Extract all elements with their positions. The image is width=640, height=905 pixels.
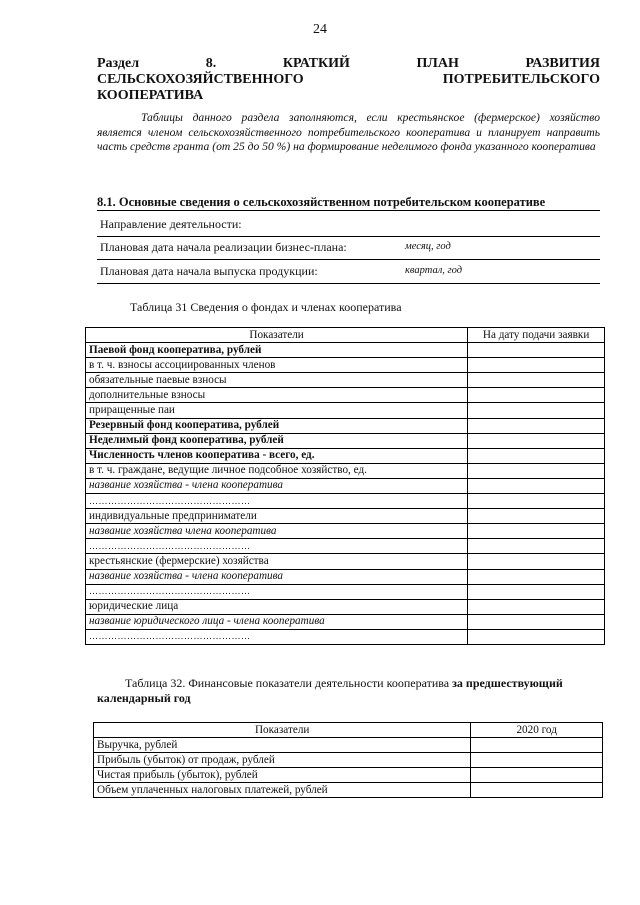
table-row	[86, 343, 605, 358]
row-label: название юридического лица - члена кооператива	[86, 614, 468, 629]
table-row	[86, 418, 605, 433]
table-header-row	[86, 328, 605, 343]
table-32	[93, 722, 603, 798]
input-cell[interactable]	[468, 463, 605, 478]
input-cell[interactable]	[468, 539, 605, 554]
input-cell[interactable]	[468, 358, 605, 373]
table-row	[86, 629, 605, 644]
info-value-hint: месяц, год	[405, 241, 451, 252]
row-label: в т. ч. граждане, ведущие личное подсобное хозяйство, ед.	[86, 463, 468, 478]
input-cell[interactable]	[468, 403, 605, 418]
row-label: название хозяйства - члена кооператива	[86, 478, 468, 493]
row-label: юридические лица	[86, 599, 468, 614]
input-cell[interactable]	[468, 433, 605, 448]
title-word: 8.	[205, 56, 217, 71]
title-word: Раздел	[97, 56, 140, 71]
input-cell[interactable]	[468, 343, 605, 358]
input-cell[interactable]	[471, 783, 603, 798]
input-cell[interactable]	[468, 614, 605, 629]
table-row	[86, 524, 605, 539]
input-cell[interactable]	[468, 524, 605, 539]
table-row	[86, 463, 605, 478]
row-label: название хозяйства члена кооператива	[86, 524, 468, 539]
table-row	[86, 509, 605, 524]
table-row	[86, 569, 605, 584]
row-label: ……………………………………………	[86, 539, 468, 554]
info-value-hint: квартал, год	[405, 265, 463, 276]
input-cell[interactable]	[468, 629, 605, 644]
info-label: Направление деятельности:	[100, 217, 242, 231]
row-label: в т. ч. взносы ассоциированных членов	[86, 358, 468, 373]
caption-emphasis: за предшествующий календарный год	[97, 676, 563, 705]
row-label: крестьянские (фермерские) хозяйства	[86, 554, 468, 569]
info-label: Плановая дата начала выпуска продукции:	[100, 264, 318, 278]
table-header-row	[94, 723, 603, 738]
page-number: 24	[313, 22, 327, 37]
title-word: ПОТРЕБИТЕЛЬСКОГО	[442, 72, 600, 87]
info-row-plan-start	[97, 234, 600, 260]
table-row	[86, 403, 605, 418]
row-label: Объем уплаченных налоговых платежей, рублей	[94, 783, 471, 798]
input-cell[interactable]	[468, 494, 605, 509]
table-row	[86, 584, 605, 599]
table-row	[86, 433, 605, 448]
row-label: ……………………………………………	[86, 629, 468, 644]
section-title-line-2	[97, 72, 600, 88]
input-cell[interactable]	[468, 388, 605, 403]
section-title	[97, 56, 600, 104]
table-row	[86, 448, 605, 463]
header-cell: Показатели	[94, 723, 471, 738]
row-label: индивидуальные предприниматели	[86, 509, 468, 524]
input-cell[interactable]	[468, 554, 605, 569]
section-intro: Таблицы данного раздела заполняются, если крестьянское (фермерское) хозяйство является членом сельскохозяйственного потребительского кооператива и планирует направить часть средств гранта (от 25 до 50 %) на формирование неделимого фонда указанного кооператива	[97, 111, 600, 154]
row-label: обязательные паевые взносы	[86, 373, 468, 388]
row-label: Выручка, рублей	[94, 738, 471, 753]
input-cell[interactable]	[471, 738, 603, 753]
header-cell: 2020 год	[471, 723, 603, 738]
title-word: РАЗВИТИЯ	[525, 56, 600, 71]
table-row	[86, 614, 605, 629]
table32-caption	[97, 676, 600, 706]
section-title-line-1	[97, 56, 600, 72]
table-31	[85, 327, 605, 645]
table-row	[86, 539, 605, 554]
table-row	[86, 373, 605, 388]
info-row-production-start	[97, 258, 600, 284]
input-cell[interactable]	[471, 768, 603, 783]
input-cell[interactable]	[468, 418, 605, 433]
subsection-heading: 8.1. Основные сведения о сельскохозяйственном потребительском кооперативе	[97, 195, 546, 209]
table-row	[94, 783, 603, 798]
row-label: Резервный фонд кооператива, рублей	[86, 418, 468, 433]
info-label: Плановая дата начала реализации бизнес-плана:	[100, 240, 347, 254]
table-row	[86, 599, 605, 614]
title-word: КРАТКИЙ	[282, 56, 350, 71]
row-label: Прибыль (убыток) от продаж, рублей	[94, 753, 471, 768]
row-label: Паевой фонд кооператива, рублей	[86, 343, 468, 358]
input-cell[interactable]	[468, 448, 605, 463]
input-cell[interactable]	[468, 599, 605, 614]
table-row	[86, 358, 605, 373]
input-cell[interactable]	[468, 569, 605, 584]
table-row	[86, 478, 605, 493]
table-row	[86, 388, 605, 403]
table-row	[86, 554, 605, 569]
row-label: ……………………………………………	[86, 494, 468, 509]
title-word: СЕЛЬСКОХОЗЯЙСТВЕННОГО	[97, 72, 304, 87]
section-title-line-3: КООПЕРАТИВА	[97, 88, 204, 103]
row-label: Чистая прибыль (убыток), рублей	[94, 768, 471, 783]
caption-text: Таблица 32. Финансовые показатели деятельности кооператива	[125, 676, 450, 690]
header-cell: Показатели	[86, 328, 468, 343]
row-label: приращенные паи	[86, 403, 468, 418]
table-row	[94, 768, 603, 783]
title-word: ПЛАН	[416, 56, 459, 71]
table-row	[94, 753, 603, 768]
input-cell[interactable]	[471, 753, 603, 768]
row-label: название хозяйства - члена кооператива	[86, 569, 468, 584]
header-cell: На дату подачи заявки	[468, 328, 605, 343]
input-cell[interactable]	[468, 373, 605, 388]
input-cell[interactable]	[468, 584, 605, 599]
row-label: Численность членов кооператива - всего, ед.	[86, 448, 468, 463]
row-label: дополнительные взносы	[86, 388, 468, 403]
table31-caption: Таблица 31 Сведения о фондах и членах кооператива	[130, 300, 402, 314]
table-row	[86, 494, 605, 509]
row-label: ……………………………………………	[86, 584, 468, 599]
table-row	[94, 738, 603, 753]
row-label: Неделимый фонд кооператива, рублей	[86, 433, 468, 448]
input-cell[interactable]	[468, 509, 605, 524]
input-cell[interactable]	[468, 478, 605, 493]
